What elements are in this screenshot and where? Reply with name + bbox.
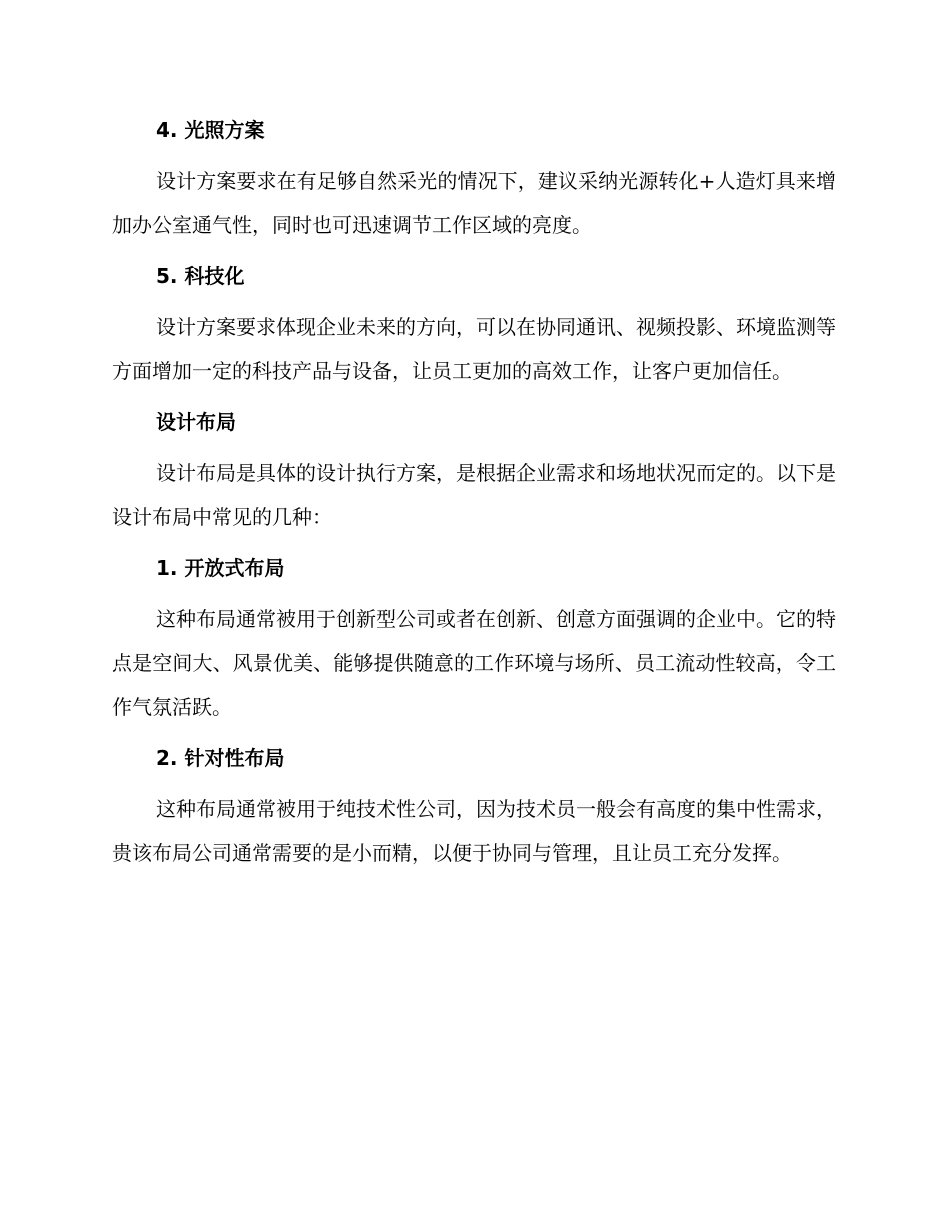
section-paragraph-open-layout: 这种布局通常被用于创新型公司或者在创新、创意方面强调的企业中。它的特点是空间大、风景优美、能够提供随意的工作环境与场所、员工流动性较高，令工作气氛活跃。 xyxy=(112,607,836,719)
document-page xyxy=(112,108,836,875)
section-paragraph-technology: 设计方案要求体现企业未来的方向，可以在协同通讯、视频投影、环境监测等方面增加一定的科技产品与设备，让员工更加的高效工作，让客户更加信任。 xyxy=(112,315,836,383)
section-paragraph-design-layout: 设计布局是具体的设计执行方案，是根据企业需求和场地状况而定的。以下是设计布局中常见的几种： xyxy=(112,461,836,529)
section-paragraph-lighting: 设计方案要求在有足够自然采光的情况下，建议采纳光源转化+人造灯具来增加办公室通气性，同时也可迅速调节工作区域的亮度。 xyxy=(112,169,836,237)
section-heading-technology: 5. 科技化 xyxy=(156,264,245,288)
section-paragraph-targeted-layout: 这种布局通常被用于纯技术性公司，因为技术员一般会有高度的集中性需求，贵该布局公司通常需要的是小而精，以便于协同与管理，且让员工充分发挥。 xyxy=(112,797,836,865)
section-heading-targeted-layout: 2. 针对性布局 xyxy=(156,746,285,770)
section-heading-design-layout: 设计布局 xyxy=(156,410,236,434)
section-heading-open-layout: 1. 开放式布局 xyxy=(156,556,285,580)
section-heading-lighting: 4. 光照方案 xyxy=(156,118,265,142)
